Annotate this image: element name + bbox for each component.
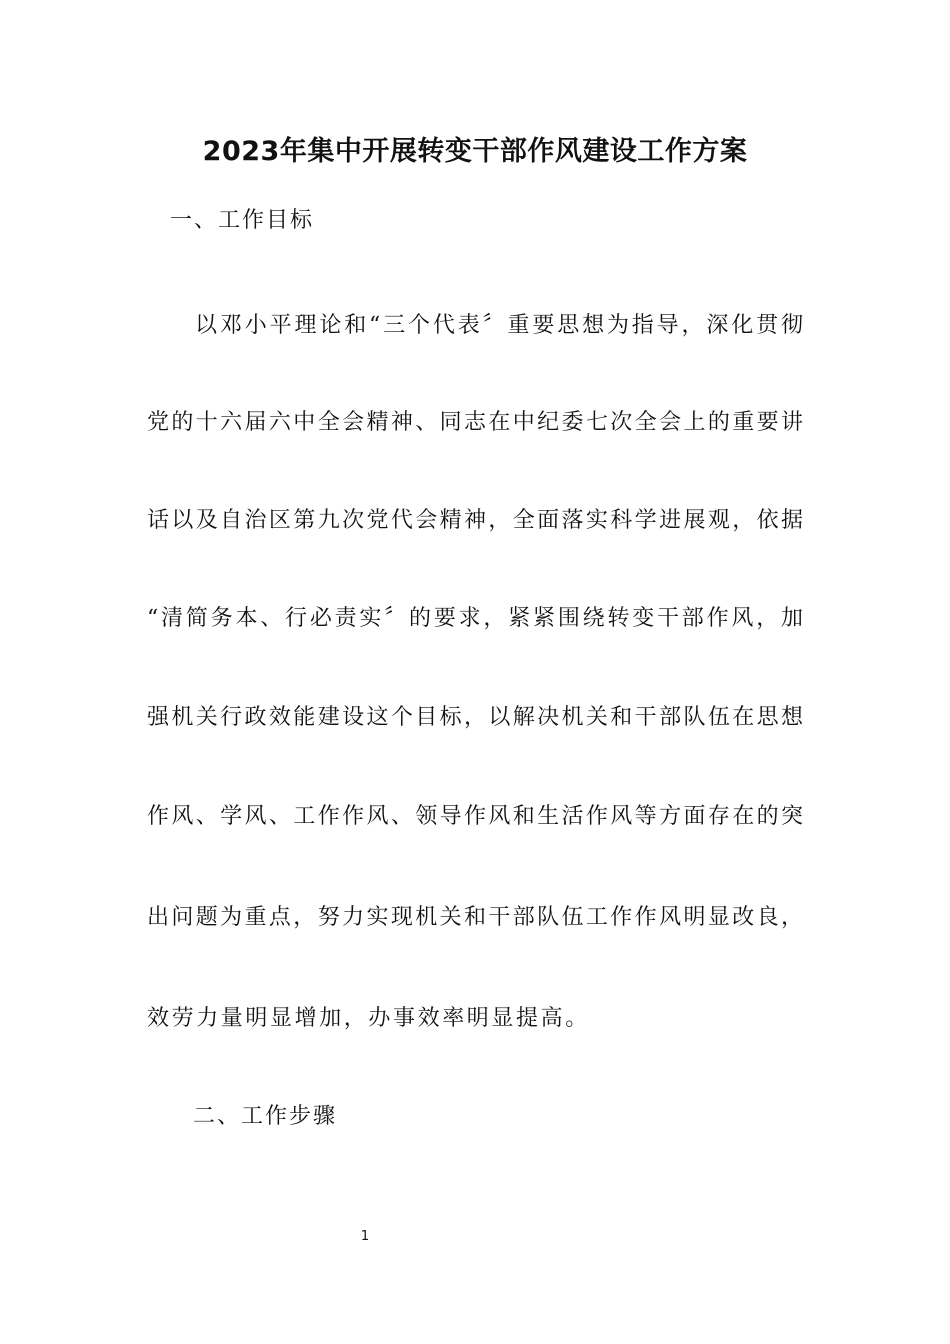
paragraph-line: 作风、学风、工作作风、领导作风和生活作风等方面存在的突 — [147, 804, 803, 829]
paragraph-line: “清简务本、行必责实〞的要求，紧紧围绕转变干部作风，加 — [147, 606, 803, 631]
section-heading-goals: 一、工作目标 — [170, 208, 315, 233]
page-number: 1 — [360, 1229, 370, 1244]
document-title: 2023年集中开展转变干部作风建设工作方案 — [202, 136, 748, 167]
section-heading-steps: 二、工作步骤 — [193, 1104, 338, 1129]
paragraph-line: 效劳力量明显增加，办事效率明显提高。 — [147, 1006, 590, 1031]
paragraph-line: 强机关行政效能建设这个目标，以解决机关和干部队伍在思想 — [147, 705, 803, 730]
paragraph-line: 话以及自治区第九次党代会精神，全面落实科学进展观，依据 — [147, 508, 803, 533]
paragraph-line: 出问题为重点，努力实现机关和干部队伍工作作风明显改良， — [147, 905, 803, 930]
paragraph-line: 以邓小平理论和“三个代表〞重要思想为指导，深化贯彻 — [195, 313, 803, 338]
paragraph-line: 党的十六届六中全会精神、同志在中纪委七次全会上的重要讲 — [147, 410, 803, 435]
